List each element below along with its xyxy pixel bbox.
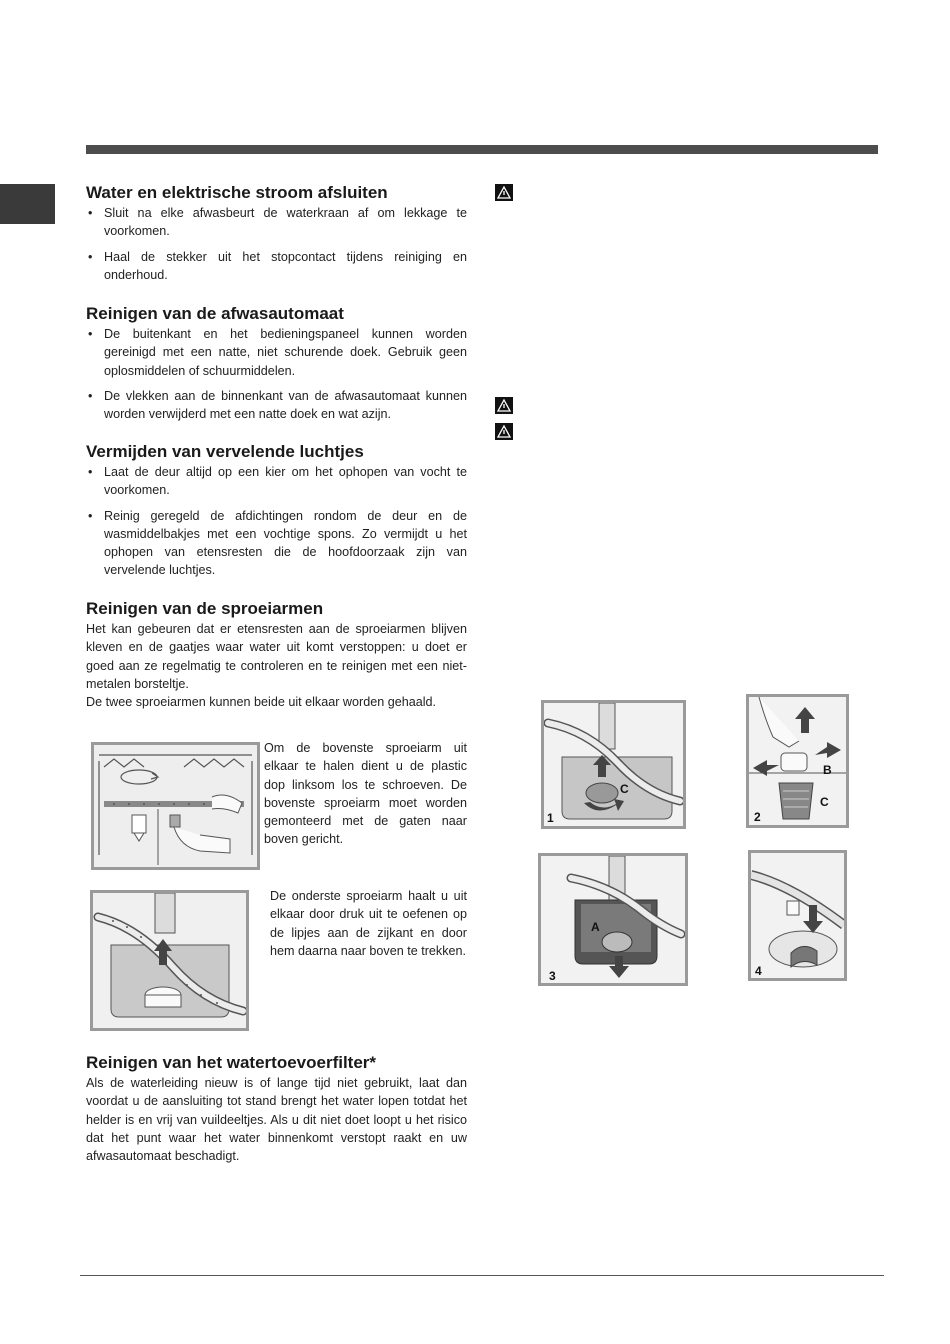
warning-triangle-icon (495, 397, 513, 414)
figure-number: 3 (549, 969, 556, 983)
section-watertoevoerfilter (86, 1052, 467, 1165)
bullet-list (86, 204, 467, 284)
section-sproeiarmen (86, 598, 467, 711)
lower-arm-caption: De onderste sproeiarm haalt u uit elkaar door druk uit te oefenen op de lipjes aan de zijkant en door hem daarna naar boven te trekken. (270, 889, 467, 958)
bullet-list (86, 325, 467, 423)
figure-label: B (823, 763, 832, 777)
list-item: • Haal de stekker uit het stopcontact tijdens reiniging en onderhoud. (86, 248, 467, 285)
language-tab (0, 184, 55, 224)
section-title: Reinigen van de afwasautomaat (86, 304, 344, 323)
lower-spray-arm-figure (90, 890, 249, 1031)
paragraph: Als de waterleiding nieuw is of lange tijd niet gebruikt, laat dan voordat u de aansluiting tot stand brengt het water lopen totdat het helder is en vrij van vuildeeltjes. Als u dit niet doet loopt u het risico dat het punt waar het water binnenkomt verstopt raakt en uw afwasautomaat beschadigt. (86, 1076, 467, 1164)
figure-label: A (591, 920, 600, 934)
figure-number: 4 (755, 964, 762, 978)
figure-number: 1 (547, 811, 554, 825)
footer-rule (80, 1275, 884, 1276)
filter-figure-2 (746, 694, 849, 828)
warning-triangle-icon (495, 184, 513, 201)
upper-arm-caption: Om de bovenste sproeiarm uit elkaar te halen dient u de plastic dop linksom los te schroeven. De bovenste sproeiarm moet worden gemonteerd met de gaten naar boven gericht. (264, 741, 467, 847)
figure-label: C (820, 795, 829, 809)
bullet-list (86, 463, 467, 580)
paragraph: Het kan gebeuren dat er etensresten aan de sproeiarmen blijven kleven en de gaatjes waar water uit komt verstoppen: u doet er goed aan ze regelmatig te controleren en te reinigen met een niet-metalen borsteltje. (86, 622, 467, 691)
list-item: • De vlekken aan de binnenkant van de afwasautomaat kunnen worden verwijderd met een natte doek en wat azijn. (86, 387, 467, 424)
section-title: Vermijden van vervelende luchtjes (86, 442, 364, 461)
section-luchtjes (86, 441, 467, 587)
filter-figure-1 (541, 700, 686, 829)
section-water-stroom (86, 182, 467, 291)
list-item: • Reinig geregeld de afdichtingen rondom de deur en de wasmiddelbakjes met een vochtige spons. Zo vermijdt u het ophopen van etensresten die de hoofdoorzaak zijn van vervelende luchtjes. (86, 507, 467, 580)
figure-number: 2 (754, 810, 761, 824)
upper-spray-arm-figure (91, 742, 260, 870)
warning-triangle-icon (495, 423, 513, 440)
section-title: Reinigen van het watertoevoerfilter* (86, 1053, 377, 1072)
filter-figure-3 (538, 853, 688, 986)
section-title: Water en elektrische stroom afsluiten (86, 183, 388, 202)
section-title: Reinigen van de sproeiarmen (86, 599, 324, 618)
list-item: • De buitenkant en het bedieningspaneel kunnen worden gereinigd met een natte, niet schurende doek. Gebruik geen oplosmiddelen of schuurmiddelen. (86, 325, 467, 380)
list-item: • Laat de deur altijd op een kier om het ophopen van vocht te voorkomen. (86, 463, 467, 500)
paragraph: De twee sproeiarmen kunnen beide uit elkaar worden gehaald. (86, 695, 437, 710)
figure-label: C (620, 782, 629, 796)
list-item: • Sluit na elke afwasbeurt de waterkraan af om lekkage te voorkomen. (86, 204, 467, 241)
filter-figure-4 (748, 850, 847, 981)
header-rule (86, 145, 878, 154)
section-reinigen-afwasautomaat (86, 303, 467, 430)
